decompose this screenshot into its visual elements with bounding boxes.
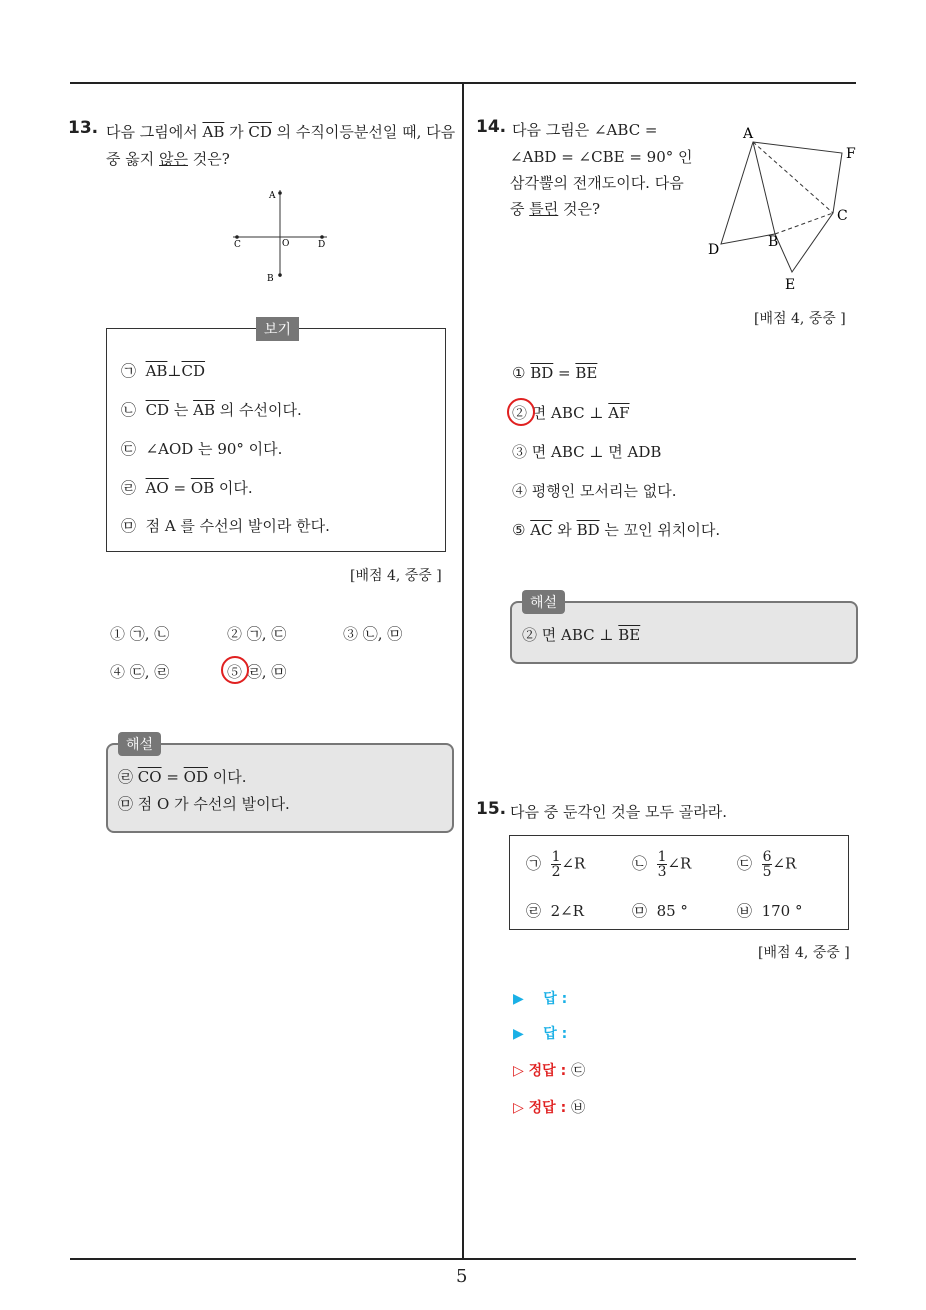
- q15-item-1: ㉠ $\frac{1}{2}$ ∠R: [526, 849, 586, 880]
- q15-item-5: ㉤ 85 °: [632, 902, 688, 920]
- q14-question-line3: 삼각뿔의 전개도이다. 다음: [510, 174, 684, 192]
- q15-answer-1[interactable]: ▶ 답 :: [513, 991, 568, 1007]
- q13-text: 의 수직이등분선일 때, 다음: [271, 123, 456, 141]
- q14-solution-line: ② 면 ABC ⊥ $\overline{BE}$: [522, 626, 641, 644]
- q14-choice-2[interactable]: ② 면 ABC ⊥ $\overline{AF}$: [512, 404, 630, 422]
- q14-figure: [700, 120, 870, 300]
- point-a: [278, 191, 282, 195]
- label-o: O: [282, 239, 290, 249]
- q15-correct-1: ▷ 정답 : ㉢: [513, 1063, 586, 1079]
- label-e: E: [785, 277, 796, 293]
- q13-item-1: ㉠ $\overline{AB}\perp\overline{CD}$: [121, 362, 206, 380]
- q13-figure: [225, 185, 335, 285]
- point-d: [320, 235, 324, 239]
- q13-choice-1[interactable]: ① ㉠, ㉡: [110, 625, 170, 643]
- q13-item-5: ㉤ 점 A 를 수선의 발이라 한다.: [121, 517, 330, 535]
- q13-score: [배점 4, 중중 ]: [350, 568, 442, 584]
- label-c: C: [234, 240, 241, 250]
- q14-question-line1: 다음 그림은 ∠ABC =: [512, 121, 658, 139]
- q14-choice-5[interactable]: ⑤ $\overline{AC}$ 와 $\overline{BD}$ 는 꼬인 위치이다.: [512, 521, 721, 539]
- q13-question-line2: [106, 148, 230, 169]
- label-f: F: [846, 146, 856, 162]
- q15-item-3: ㉢ $\frac{6}{5}$ ∠R: [737, 849, 797, 880]
- label-c: C: [837, 208, 848, 224]
- q15-number: 15.: [476, 799, 507, 819]
- q13-text: 중 옳지: [106, 150, 160, 168]
- q14-question-line4: 중 틀린 것은?: [510, 200, 601, 218]
- q15-answer-2[interactable]: ▶ 답 :: [513, 1026, 568, 1042]
- q13-item-2: ㉡ $\overline{CD}$ 는 $\overline{AB}$ 의 수선이다.: [121, 401, 302, 419]
- q15-question: 다음 중 둔각인 것을 모두 골라라.: [510, 803, 727, 821]
- q13-number: 13.: [68, 118, 99, 138]
- q13-solution-box: [106, 743, 454, 833]
- fraction: $\frac{1}{3}$: [657, 849, 667, 880]
- q13-choice-2[interactable]: ② ㉠, ㉢: [227, 625, 287, 643]
- fraction: $\frac{6}{5}$: [762, 849, 772, 880]
- label-b: B: [267, 274, 274, 284]
- q14-score: [배점 4, 중중 ]: [754, 311, 846, 327]
- fraction: $\frac{1}{2}$: [551, 849, 561, 880]
- q13-question-line1: [106, 121, 455, 142]
- q15-item-2: ㉡ $\frac{1}{3}$ ∠R: [632, 849, 692, 880]
- bottom-rule: [70, 1258, 856, 1260]
- q13-ab: $\overline{AB}$: [202, 123, 225, 141]
- q13-solution-label: 해설: [118, 732, 161, 756]
- q13-item-3: ㉢ ∠AOD 는 90° 이다.: [121, 440, 283, 458]
- play-outline-icon: ▷: [513, 1100, 524, 1116]
- play-outline-icon: ▷: [513, 1063, 524, 1079]
- label-d: D: [318, 240, 326, 250]
- q14-choice-1[interactable]: ① $\overline{BD} = \overline{BE}$: [512, 364, 598, 382]
- q15-item-6: ㉥ 170 °: [737, 902, 803, 920]
- label-a: A: [269, 191, 276, 201]
- q13-choice-4[interactable]: ④ ㉢, ㉣: [110, 663, 170, 681]
- point-c: [235, 235, 239, 239]
- q14-answer-mark: [507, 398, 535, 426]
- play-icon: ▶: [513, 991, 524, 1007]
- q15-correct-2: ▷ 정답 : ㉥: [513, 1100, 586, 1116]
- q13-text: 가: [224, 123, 249, 141]
- q13-bogi-label: 보기: [256, 317, 299, 341]
- column-divider: [462, 83, 464, 1259]
- q13-text: 것은?: [188, 150, 230, 168]
- label-a: A: [743, 126, 754, 142]
- q13-choice-3[interactable]: ③ ㉡, ㉤: [343, 625, 403, 643]
- q13-text: 다음 그림에서: [106, 123, 203, 141]
- q14-solution-label: 해설: [522, 590, 565, 614]
- q14-choice-4[interactable]: ④ 평행인 모서리는 없다.: [512, 482, 677, 500]
- q13-solution-line1: ㉣ $\overline{CO} = \overline{OD}$ 이다.: [118, 768, 247, 786]
- label-b: B: [768, 234, 779, 250]
- label-d: D: [708, 242, 720, 258]
- q15-item-4: ㉣ 2∠R: [526, 902, 584, 920]
- q14-number: 14.: [476, 117, 507, 137]
- q13-choice-5[interactable]: ⑤ ㉣, ㉤: [227, 663, 287, 681]
- page-number: 5: [456, 1266, 468, 1287]
- q13-cd: $\overline{CD}$: [248, 123, 272, 141]
- q14-question-line2: ∠ABD = ∠CBE = 90° 인: [510, 148, 693, 166]
- q15-score: [배점 4, 중중 ]: [758, 945, 850, 961]
- play-icon: ▶: [513, 1026, 524, 1042]
- q14-choice-3[interactable]: ③ 면 ABC ⊥ 면 ADB: [512, 443, 662, 461]
- q13-answer-mark: [221, 656, 249, 684]
- point-b: [278, 273, 282, 277]
- q13-item-4: ㉣ $\overline{AO} = \overline{OB}$ 이다.: [121, 479, 253, 497]
- q13-emphasis: 않은: [159, 150, 188, 168]
- q13-solution-line2: ㉤ 점 O 가 수선의 발이다.: [118, 795, 290, 813]
